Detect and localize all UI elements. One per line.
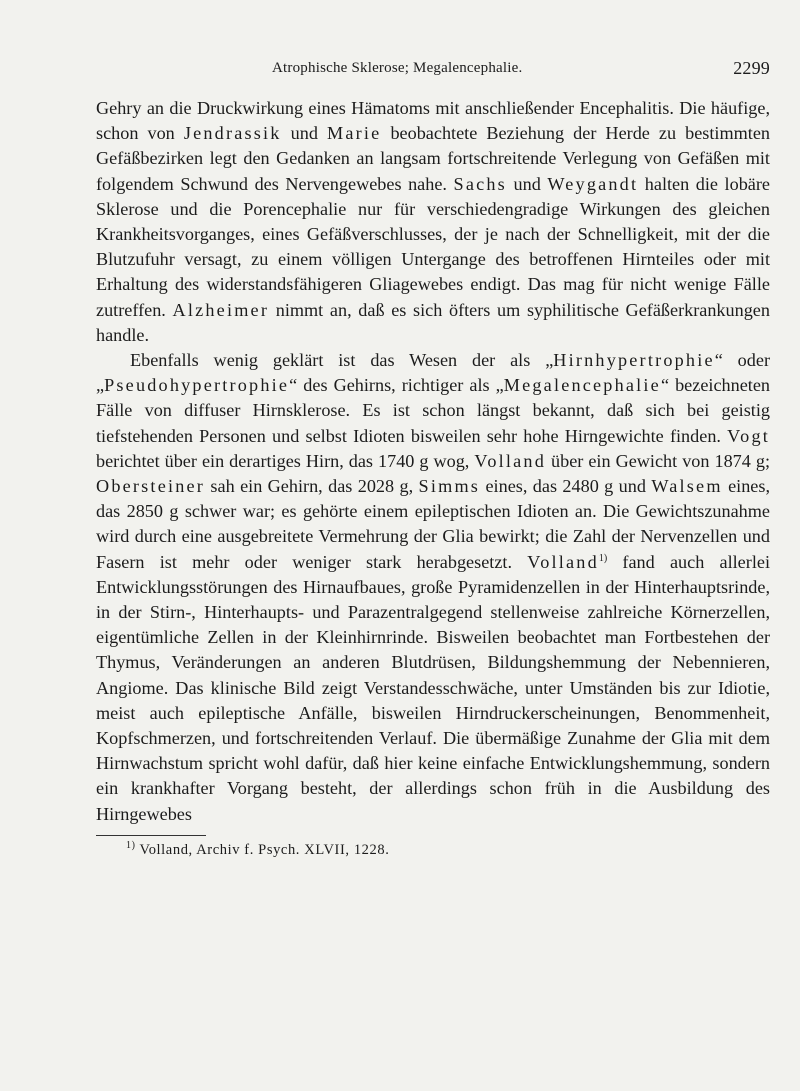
- text-run: “ bezeichneten Fälle von diffuser Hirnsklerose. Es ist schon längst bekannt, daß sich bei geistig tiefstehenden Personen und selbst Idioten bisweilen sehr hohe Hirngewichte finden.: [96, 375, 770, 446]
- paragraph-2: [96, 348, 770, 827]
- text-run: über ein Gewicht von 1874 g;: [546, 450, 771, 471]
- text-run: und: [281, 123, 327, 144]
- page-number: 2299: [733, 58, 770, 78]
- term: Hirnhypertrophie: [553, 350, 715, 371]
- text-run: Ebenfalls wenig geklärt ist das Wesen der als „: [130, 350, 554, 371]
- text-run: nimmt an, daß es sich öfters um syphilitische Gefäßerkrankungen handle.: [96, 299, 770, 345]
- footnote-marker[interactable]: 1): [598, 552, 608, 564]
- paragraph-1: [96, 96, 770, 348]
- author-name: Jendrassik: [183, 123, 282, 144]
- text-run: “ oder „: [96, 350, 771, 396]
- author-name: Simms: [418, 476, 481, 497]
- author-name: Sachs: [453, 173, 507, 194]
- footnote-text: Volland, Archiv f. Psych. XLVII, 1228.: [135, 841, 390, 858]
- text-run: “ des Gehirns, richtiger als „: [289, 375, 504, 396]
- text-run: Gehry an die Druckwirkung eines Hämatoms mit anschließender Encephalitis. Die häufige, schon von: [96, 98, 770, 144]
- author-name: Walsem: [651, 476, 723, 497]
- author-name: Volland: [474, 450, 547, 471]
- text-run: und: [506, 173, 548, 194]
- footnote: [96, 842, 770, 859]
- text-run: beobachtete Beziehung der Herde zu bestimmten Gefäßbezirken legt den Gedanken an langsam fortschreitende Verlegung von Gefäßen mit folgendem Schwund des Nervengewebes nahe.: [96, 123, 770, 194]
- author-name: Obersteiner: [96, 476, 206, 497]
- text-run: eines, das 2850 g schwer war; es gehörte einem epileptischen Idioten an. Die Gewichtszunahme wird durch eine ausgebreitete Vermehrung der Glia bewirkt; die Zahl der Nervenzellen und Fasern ist mehr oder weniger stark herabgesetzt.: [96, 476, 770, 572]
- footnote-rule: [96, 835, 206, 836]
- footnote-number: 1): [126, 840, 136, 852]
- text-run: berichtet über ein derartiges Hirn, das 1740 g wog,: [96, 450, 475, 471]
- author-name: Alzheimer: [172, 299, 270, 320]
- term: Megalencephalie: [503, 375, 661, 396]
- page-header: [96, 58, 770, 86]
- running-title: Atrophische Sklerose; Megalencephalie.: [272, 60, 523, 76]
- text-run: sah ein Gehirn, das 2028 g,: [205, 476, 419, 497]
- author-name: Weygandt: [547, 173, 639, 194]
- text-run: fand auch allerlei Entwicklungsstörungen des Hirnaufbaues, große Pyramidenzellen in der Hinterhauptsrinde, in der Stirn-, Hinterhaupts- und Parazentralgegend stellenweise zahlreiche Körnerzellen, eigentümliche Zellen in der Kleinhirnrinde. Bisweilen beobachtet man Fortbestehen der Thymus, Veränderungen an anderen Blutdrüsen, Bildungshemmung der Nebennieren, Angiome. Das klinische Bild zeigt Verstandesschwäche, unter Umständen bis zur Idiotie, meist auch epileptische Anfälle, bisweilen Hirndruckerscheinungen, Benommenheit, Kopfschmerzen, und fortschreitenden Verlauf. Die übermäßige Zunahme der Glia mit dem Hirnwachstum spricht wohl dafür, daß hier keine einfache Entwicklungshemmung, sondern ein krankhafter Vorgang besteht, der allerdings schon früh in die Ausbildung des Hirngewebes: [96, 551, 770, 824]
- author-name: Marie: [326, 123, 382, 144]
- author-name: Vogt: [727, 425, 770, 446]
- text-run: eines, das 2480 g und: [480, 476, 652, 497]
- book-page: [96, 58, 770, 859]
- author-name: Volland: [527, 551, 599, 572]
- body-text: [96, 96, 770, 827]
- text-run: halten die lobäre Sklerose und die Porencephalie nur für verschiedengradige Wirkungen des gleichen Krankheitsvorganges, eines Gefäßverschlusses, der je nach der Schnelligkeit, mit der die Blutzufuhr versagt, zu einem völligen Untergange des betroffenen Hirnteiles oder mit Erhaltung des widerstandsfähigeren Gliagewebes endigt. Das mag für nicht wenige Fälle zutreffen.: [96, 173, 770, 320]
- term: Pseudohypertrophie: [104, 375, 290, 396]
